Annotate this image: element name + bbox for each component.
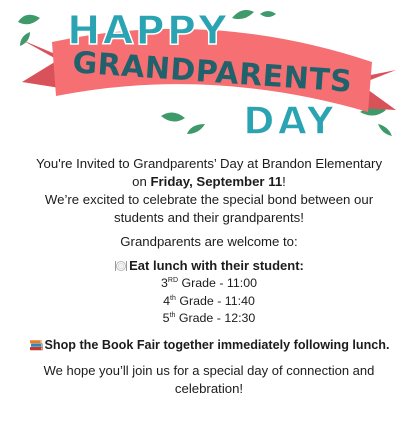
grade-suffix: th [169,312,176,319]
grade-suffix: th [170,294,176,302]
invite-line-3: We’re excited to celebrate the special bond between our [44,192,374,207]
banner-word-day: DAY [243,99,337,143]
banner-word-grandparents: GRANDPARENTS [71,45,354,100]
books-icon [29,339,44,351]
invite-line-1: You're Invited to Grandparents’ Day at Brandon Elementary [35,156,383,171]
happy-grandparents-day-banner [0,0,418,150]
grade-number: 3 [160,276,168,290]
grade-3-time [0,275,418,293]
closing-line-2: celebration! [174,380,244,396]
event-date: Friday, September 11 [150,174,283,189]
lunch-heading-text: Eat lunch with their student: [129,258,304,273]
grade-number: 4 [163,293,171,308]
grade-number: 5 [162,311,170,325]
invite-line-2 [0,173,418,191]
invite-date-prefix: on [132,174,151,189]
invite-line-4: students and their grandparents! [114,210,304,225]
grade-time: Grade - 11:00 [178,276,257,290]
lunch-heading [0,257,418,275]
book-fair-text: Shop the Book Fair together immediately following lunch. [44,337,390,352]
banner-word-happy: HAPPY [66,8,230,54]
grade-suffix: RD [167,277,179,284]
grade-time: Grade - 12:30 [175,311,256,325]
grade-time: Grade - 11:40 [175,293,255,308]
plate-icon [114,260,128,272]
grade-4-time [0,293,418,311]
invite-date-suffix: ! [282,174,286,189]
closing-line-1: We hope you’ll join us for a special day of connection and [43,362,375,378]
book-fair-heading [0,336,418,354]
invitation-body [0,155,418,398]
grade-5-time [0,310,418,328]
welcome-line: Grandparents are welcome to: [120,234,298,249]
